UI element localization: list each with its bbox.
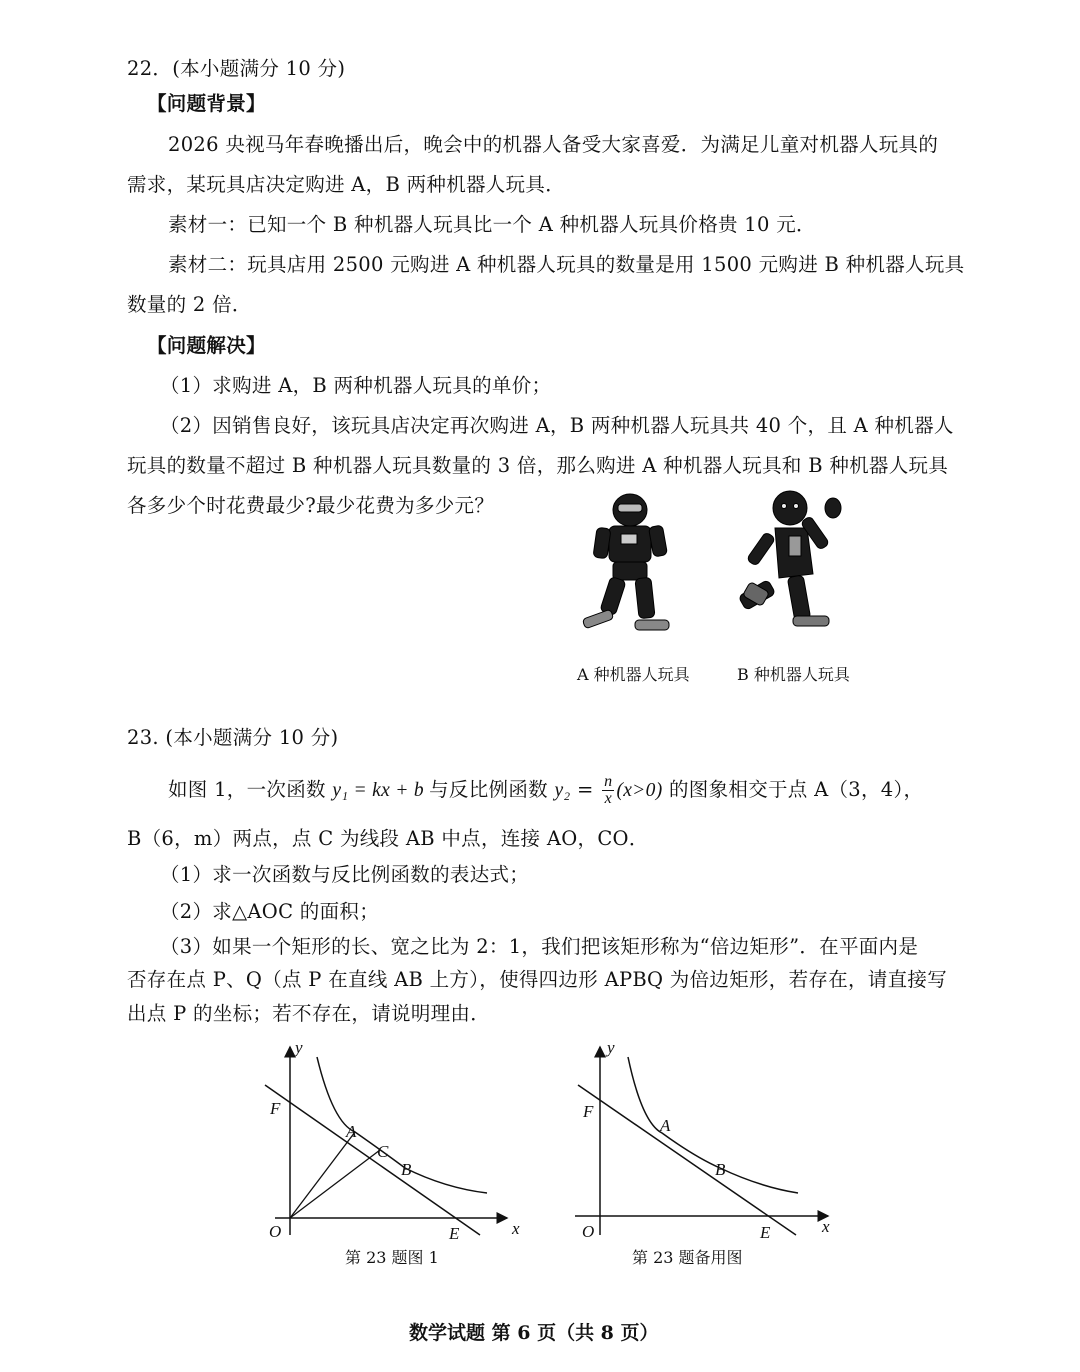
robot-a-illustration bbox=[575, 490, 685, 640]
fig1-segment-co bbox=[290, 1150, 380, 1218]
q23-part-3-line-3: 出点 P 的坐标；若不存在，请说明理由． bbox=[127, 1002, 491, 1025]
q22-part-1: （1）求购进 A，B 两种机器人玩具的单价； bbox=[160, 374, 552, 397]
page-footer: 数学试题 第 6 页（共 8 页） bbox=[409, 1322, 659, 1344]
fig2-label-f: F bbox=[583, 1102, 594, 1121]
q23-part-2: （2）求△AOC 的面积； bbox=[160, 900, 379, 923]
q23-intro-line-1 bbox=[168, 770, 923, 811]
q23-intro-c: 的图象相交于点 A（3，4）， bbox=[662, 778, 924, 801]
q23-y1: y₁ bbox=[332, 780, 349, 801]
q23-fraction-numerator: n bbox=[604, 773, 613, 790]
q22-material-2-line-1: 素材二：玩具店用 2500 元购进 A 种机器人玩具的数量是用 1500 元购进 B 种机器人玩具 bbox=[168, 253, 965, 276]
q23-part-3-line-2: 否存在点 P、Q（点 P 在直线 AB 上方），使得四边形 APBQ 为倍边矩形，若存在，请直接写 bbox=[127, 968, 947, 991]
q22-solve-title: 【问题解决】 bbox=[147, 334, 266, 357]
q23-fraction bbox=[602, 774, 614, 807]
robot-a-caption: A 种机器人玩具 bbox=[577, 665, 690, 684]
q22-part-2-line-2: 玩具的数量不超过 B 种机器人玩具数量的 3 倍，那么购进 A 种机器人玩具和 B 种机器人玩具 bbox=[127, 454, 949, 477]
robot-b-caption: B 种机器人玩具 bbox=[737, 665, 850, 684]
q23-part-3-line-1: （3）如果一个矩形的长、宽之比为 2：1，我们把该矩形称为“倍边矩形”．在平面内是 bbox=[160, 935, 919, 958]
q23-condition: (x>0) bbox=[616, 780, 663, 801]
q23-intro-a: 如图 1，一次函数 bbox=[168, 778, 333, 801]
q23-eq1: = kx + b bbox=[348, 780, 430, 801]
q23-part-1: （1）求一次函数与反比例函数的表达式； bbox=[160, 863, 530, 886]
q22-background-line-2: 需求，某玩具店决定购进 A，B 两种机器人玩具． bbox=[127, 173, 566, 196]
q23-intro-line-2: B（6，m）两点，点 C 为线段 AB 中点，连接 AO，CO． bbox=[127, 827, 649, 850]
q22-material-1: 素材一：已知一个 B 种机器人玩具比一个 A 种机器人玩具价格贵 10 元． bbox=[168, 213, 816, 236]
fig1-label-f: F bbox=[270, 1099, 281, 1118]
fig2-label-y: y bbox=[607, 1038, 615, 1057]
q22-part-2-line-3: 各多少个时花费最少?最少花费为多少元？ bbox=[127, 494, 495, 517]
q23-eq2: = bbox=[570, 778, 601, 801]
q23-backup-figure-caption: 第 23 题备用图 bbox=[632, 1248, 743, 1267]
q22-background-line-1: 2026 央视马年春晚播出后，晚会中的机器人备受大家喜爱．为满足儿童对机器人玩具的 bbox=[168, 133, 939, 156]
fig2-label-x: x bbox=[822, 1217, 830, 1236]
q22-part-2-line-1: （2）因销售良好，该玩具店决定再次购进 A，B 两种机器人玩具共 40 个，且 A 种机器人 bbox=[160, 414, 954, 437]
fig1-label-x: x bbox=[512, 1219, 520, 1238]
q23-backup-figure bbox=[570, 1035, 850, 1245]
fig1-segment-ao bbox=[290, 1132, 355, 1218]
fig1-label-y: y bbox=[295, 1038, 303, 1057]
fig2-line-ab bbox=[578, 1085, 796, 1235]
fig2-label-a: A bbox=[660, 1116, 671, 1135]
q22-header: 22．(本小题满分 10 分) bbox=[127, 57, 346, 80]
q23-figure-1 bbox=[255, 1035, 535, 1245]
q23-figure-1-caption: 第 23 题图 1 bbox=[345, 1248, 439, 1267]
fig1-label-e: E bbox=[449, 1224, 460, 1243]
fig1-label-a: A bbox=[346, 1122, 357, 1141]
fig2-label-o: O bbox=[582, 1222, 595, 1241]
q22-background-title: 【问题背景】 bbox=[147, 92, 266, 115]
fig2-label-e: E bbox=[760, 1223, 771, 1242]
q23-fraction-denominator: x bbox=[604, 790, 612, 807]
robot-b-illustration bbox=[735, 486, 850, 636]
q23-y2: y₂ bbox=[554, 780, 571, 801]
fig1-label-b: B bbox=[401, 1160, 412, 1179]
fig2-label-b: B bbox=[715, 1160, 726, 1179]
q23-intro-b: 与反比例函数 bbox=[429, 778, 555, 801]
q23-header: 23. (本小题满分 10 分) bbox=[127, 726, 339, 749]
fig1-label-o: O bbox=[269, 1222, 282, 1241]
q22-material-2-line-2: 数量的 2 倍． bbox=[127, 293, 252, 316]
fig1-label-c: C bbox=[377, 1142, 389, 1161]
fig2-hyperbola bbox=[628, 1057, 798, 1193]
